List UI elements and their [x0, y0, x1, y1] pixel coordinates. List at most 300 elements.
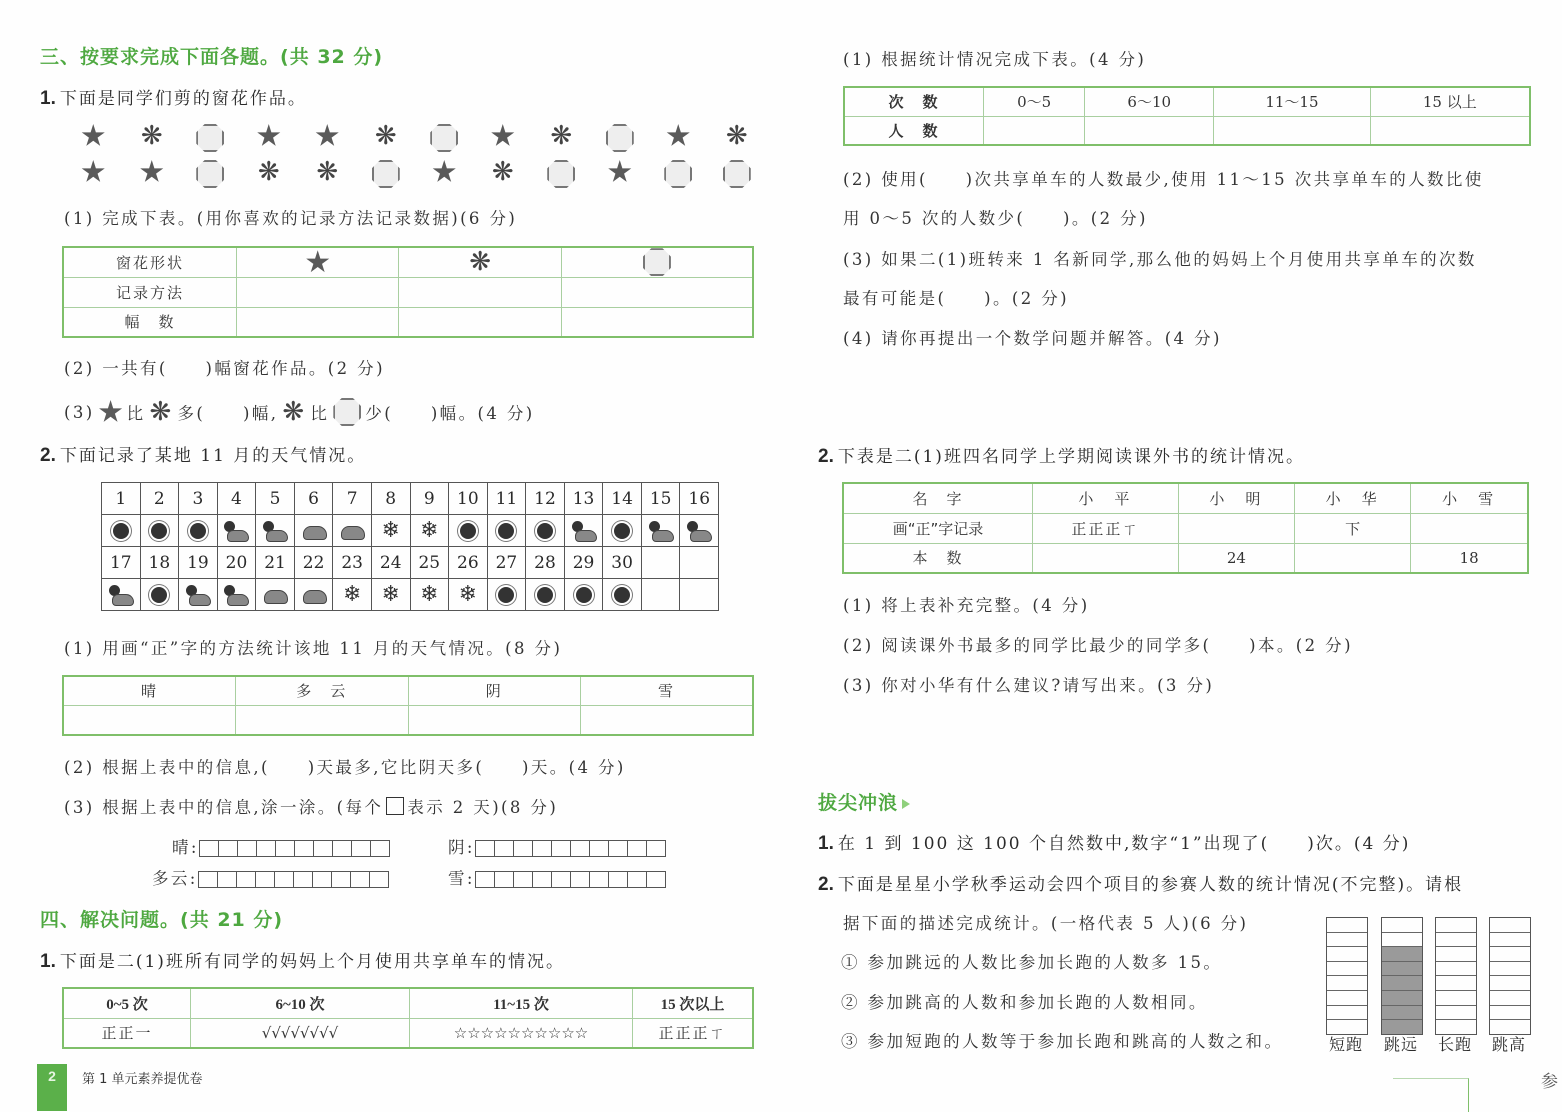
- sun-icon: [185, 520, 211, 542]
- paper-cut-row-1: [64, 121, 766, 152]
- shaded-cell[interactable]: [1382, 947, 1422, 962]
- decorative-frame: [1393, 1078, 1469, 1112]
- text-part: 少( )幅。(4 分): [365, 404, 535, 423]
- tally-xiaohua: 下: [1294, 513, 1410, 543]
- bar-column[interactable]: [1489, 917, 1531, 1035]
- empty-cell[interactable]: [1327, 991, 1367, 1006]
- grid-label: 阴:: [448, 838, 475, 857]
- sun-icon: [146, 520, 172, 542]
- partly-cloudy-icon: [108, 584, 134, 606]
- weather-cell: [680, 515, 719, 547]
- color-grid[interactable]: [475, 871, 666, 888]
- color-grid[interactable]: [199, 840, 390, 857]
- student-xiaoxue: 小 雪: [1411, 483, 1528, 513]
- octagon-paper-cut-icon: [430, 124, 458, 152]
- weather-cell: [449, 515, 488, 547]
- text-part: 表示 2 天)(8 分): [407, 798, 559, 817]
- answer-cell[interactable]: [1411, 513, 1528, 543]
- octagon-paper-cut-icon: [196, 124, 224, 152]
- section-title: 拔尖冲浪: [818, 792, 899, 814]
- q1-sub-3: [64, 398, 535, 426]
- weather-cell: [603, 579, 642, 611]
- snowflake-icon: ❄: [381, 581, 400, 607]
- weather-cell: [487, 515, 526, 547]
- day-number: 12: [526, 483, 565, 515]
- q4-2-sub-2: (2) 阅读课外书最多的同学比最少的同学多( )本。(2 分): [843, 636, 1353, 655]
- weather-calendar: [101, 482, 719, 611]
- sun-icon: [493, 584, 519, 606]
- section-points: (共 32 分): [280, 46, 384, 68]
- answer-cell[interactable]: [1294, 543, 1410, 573]
- question-number: 2.: [818, 874, 834, 895]
- day-number-row: [102, 547, 719, 579]
- answer-cell[interactable]: [237, 277, 399, 307]
- paper-cut-item: [649, 124, 708, 152]
- empty-cell[interactable]: [1436, 1006, 1476, 1021]
- text-part: 比: [310, 404, 330, 423]
- empty-cell[interactable]: [1436, 933, 1476, 948]
- paper-cut-item: [181, 160, 240, 188]
- weather-cell: [526, 515, 565, 547]
- q4-1-sub-4: (4) 请你再提出一个数学问题并解答。(4 分): [843, 329, 1222, 348]
- q4-1-sub-3-line-2: 最有可能是( )。(2 分): [843, 289, 1069, 308]
- flower-paper-cut-icon: ❋: [257, 157, 280, 187]
- answer-cell[interactable]: [399, 307, 561, 337]
- paper-cut-item: [123, 160, 182, 188]
- day-number: 22: [294, 547, 333, 579]
- snowflake-icon: ❄: [458, 581, 478, 607]
- day-number-row: [102, 483, 719, 515]
- day-number: 18: [140, 547, 179, 579]
- star-paper-cut-icon: [666, 124, 690, 148]
- row-header-count: 幅 数: [63, 307, 237, 337]
- weather-cell: [371, 579, 410, 611]
- paper-cut-item: [64, 160, 123, 188]
- section-points: (共 21 分): [180, 909, 284, 931]
- weather-cell: [102, 515, 141, 547]
- octagon-paper-cut-icon: [664, 160, 692, 188]
- day-number: 19: [179, 547, 218, 579]
- bonus-q2-line-2: 据下面的描述完成统计。(一格代表 5 人)(6 分): [843, 914, 1249, 933]
- tally-15-plus: 正正正ㄒ: [633, 1018, 754, 1048]
- bonus-question-1: [818, 829, 1410, 855]
- header-name: 名 字: [843, 483, 1033, 513]
- q4-1-sub-2-line-1: (2) 使用( )次共享单车的人数最少,使用 11～15 次共享单车的人数比使: [843, 170, 1484, 189]
- empty-cell[interactable]: [1436, 947, 1476, 962]
- cloud-icon: [262, 584, 288, 606]
- cell-flake: [399, 247, 561, 277]
- cell-star: [237, 247, 399, 277]
- day-number: 10: [449, 483, 488, 515]
- weather-cell: [333, 515, 372, 547]
- shaded-cell[interactable]: [1382, 962, 1422, 977]
- day-number: 11: [487, 483, 526, 515]
- empty-cell[interactable]: [1490, 991, 1530, 1006]
- footer-title: 第 1 单元素养提优卷: [82, 1072, 203, 1087]
- header-11-15: 11~15 次: [410, 988, 633, 1018]
- paper-cut-row-2: [64, 157, 766, 188]
- day-number: 27: [487, 547, 526, 579]
- cell-octagon: [561, 247, 753, 277]
- question-text: 下面是星星小学秋季运动会四个项目的参赛人数的统计情况(不完整)。请根: [837, 875, 1464, 895]
- student-xiaohua: 小 华: [1294, 483, 1410, 513]
- star-paper-cut-icon: [140, 160, 164, 184]
- weather-cell: [526, 579, 565, 611]
- star-paper-cut-icon: [608, 160, 632, 184]
- paper-cut-item: [357, 121, 416, 152]
- question-2: [40, 441, 366, 467]
- paper-cut-item: [649, 160, 708, 188]
- weather-cell: [256, 515, 295, 547]
- sun-icon: [455, 520, 481, 542]
- grid-label: 晴:: [172, 838, 199, 857]
- weather-cell: [371, 515, 410, 547]
- count-xiaoming: 24: [1178, 543, 1294, 573]
- day-number: 25: [410, 547, 449, 579]
- day-number: 5: [256, 483, 295, 515]
- weather-cell: [140, 515, 179, 547]
- stars-11-15: ☆☆☆☆☆☆☆☆☆☆: [410, 1018, 633, 1048]
- paper-cut-item: [415, 124, 474, 152]
- weather-cell: [641, 515, 680, 547]
- checks-6-10: √√√√√√√√: [191, 1018, 410, 1048]
- header-0-5: 0~5 次: [63, 988, 191, 1018]
- shaded-cell[interactable]: [1382, 1006, 1422, 1021]
- paper-cut-item: [532, 121, 591, 152]
- weather-cell: [449, 579, 488, 611]
- answer-cell[interactable]: [561, 277, 753, 307]
- day-number: 7: [333, 483, 372, 515]
- flower-paper-cut-icon: ❋: [282, 397, 307, 427]
- page-number-tab: 2: [37, 1064, 67, 1111]
- weather-cell: [410, 515, 449, 547]
- partly-cloudy-icon: [185, 584, 211, 606]
- sun-icon: [532, 520, 558, 542]
- row-header-method: 记录方法: [63, 277, 237, 307]
- octagon-paper-cut-icon: [196, 160, 224, 188]
- header-15-plus: 15 次以上: [633, 988, 754, 1018]
- answer-cell[interactable]: [984, 116, 1085, 145]
- sun-icon: [609, 584, 635, 606]
- color-grid[interactable]: [198, 871, 389, 888]
- q2-sub-2: (2) 根据上表中的信息,( )天最多,它比阴天多( )天。(4 分): [64, 758, 626, 777]
- day-number: 2: [140, 483, 179, 515]
- header-6-10: 6~10 次: [191, 988, 410, 1018]
- header-0-5: 0～5: [984, 87, 1085, 116]
- grid-partly-cloudy: [152, 865, 389, 889]
- text-part: (3) 根据上表中的信息,涂一涂。(每个: [64, 798, 384, 817]
- condition-2: ② 参加跳高的人数和参加长跑的人数相同。: [841, 993, 1208, 1012]
- question-1: [40, 84, 307, 110]
- header-11-15: 11～15: [1214, 87, 1370, 116]
- paper-cut-item: [591, 160, 650, 188]
- section-title: 三、按要求完成下面各题。: [40, 46, 281, 68]
- q4-1-sub-3-line-1: (3) 如果二(1)班转来 1 名新同学,那么他的妈妈上个月使用共享单车的次数: [843, 250, 1477, 269]
- flower-paper-cut-icon: ❋: [725, 121, 748, 151]
- empty-cell[interactable]: [1490, 947, 1530, 962]
- paper-cut-item: [298, 124, 357, 152]
- header-overcast: 阴: [408, 676, 581, 705]
- bar-column[interactable]: [1326, 917, 1368, 1035]
- shaded-cell[interactable]: [1382, 976, 1422, 991]
- header-6-10: 6～10: [1085, 87, 1214, 116]
- question-text: 在 1 到 100 这 100 个自然数中,数字“1”出现了( )次。(4 分): [837, 834, 1411, 854]
- day-number: 29: [564, 547, 603, 579]
- weather-cell: [410, 579, 449, 611]
- header-sunny: 晴: [63, 676, 236, 705]
- octagon-paper-cut-icon: [606, 124, 634, 152]
- day-number: 13: [564, 483, 603, 515]
- flower-paper-cut-icon: ❋: [140, 121, 163, 151]
- paper-cut-item: [181, 124, 240, 152]
- question-4-1: [40, 947, 565, 973]
- answer-cell[interactable]: [63, 705, 236, 735]
- weather-cell: [256, 579, 295, 611]
- bonus-question-2: [818, 870, 1463, 896]
- q1-sub-2: (2) 一共有( )幅窗花作品。(2 分): [64, 359, 385, 378]
- flower-paper-cut-icon: ❋: [491, 157, 514, 187]
- day-number: 20: [217, 547, 256, 579]
- day-number: 17: [102, 547, 141, 579]
- empty-cell[interactable]: [1436, 991, 1476, 1006]
- empty-cell[interactable]: [1490, 962, 1530, 977]
- text-part: 多( )幅,: [177, 404, 279, 423]
- star-paper-cut-icon: [257, 124, 281, 148]
- weather-cell: [333, 579, 372, 611]
- day-number: 8: [371, 483, 410, 515]
- bar-label: 短跑: [1328, 1035, 1363, 1054]
- octagon-paper-cut-icon: [723, 160, 751, 188]
- weather-cell: [140, 579, 179, 611]
- day-number: 15: [641, 483, 680, 515]
- day-number: 9: [410, 483, 449, 515]
- paper-cut-item: [708, 121, 767, 152]
- partly-cloudy-icon: [223, 584, 249, 606]
- partly-cloudy-icon: [223, 520, 249, 542]
- snowflake-icon: ❄: [342, 581, 362, 607]
- header-partly-cloudy: 多 云: [236, 676, 409, 705]
- q4-1-sub-1: (1) 根据统计情况完成下表。(4 分): [843, 50, 1147, 69]
- day-number: 16: [680, 483, 719, 515]
- answer-cell[interactable]: [408, 705, 581, 735]
- text-part: 比: [126, 404, 146, 423]
- octagon-paper-cut-icon: [643, 248, 671, 276]
- grid-label: 多云:: [152, 869, 198, 888]
- paper-cut-item: [298, 157, 357, 188]
- section-4-heading: [40, 905, 283, 932]
- answer-cell[interactable]: [236, 705, 409, 735]
- question-number: 1.: [40, 88, 56, 109]
- weather-cell: [680, 579, 719, 611]
- answer-cell[interactable]: [581, 705, 754, 735]
- day-number: 23: [333, 547, 372, 579]
- empty-cell[interactable]: [1436, 962, 1476, 977]
- header-snow: 雪: [581, 676, 754, 705]
- header-people: 人 数: [844, 116, 984, 145]
- bar-label: 长跑: [1437, 1035, 1472, 1054]
- bar-label: 跳远: [1383, 1035, 1418, 1054]
- day-number: 4: [217, 483, 256, 515]
- square-icon: [386, 797, 404, 815]
- star-paper-cut-icon: [306, 250, 330, 274]
- answer-cell[interactable]: [1033, 543, 1179, 573]
- star-paper-cut-icon: [491, 124, 515, 148]
- sun-icon: [146, 584, 172, 606]
- partly-cloudy-icon: [648, 520, 674, 542]
- day-number: 21: [256, 547, 295, 579]
- empty-cell[interactable]: [1490, 1006, 1530, 1021]
- answer-cell[interactable]: [1214, 116, 1370, 145]
- question-4-2: [818, 442, 1305, 468]
- empty-cell[interactable]: [1327, 1006, 1367, 1021]
- q4-1-sub-2-line-2: 用 0～5 次的人数少( )。(2 分): [843, 209, 1148, 228]
- question-text: 下面是二(1)班所有同学的妈妈上个月使用共享单车的情况。: [59, 952, 565, 972]
- bike-usage-record-table: [62, 987, 754, 1049]
- star-paper-cut-icon: [432, 160, 456, 184]
- paper-cut-item: [415, 160, 474, 188]
- empty-cell[interactable]: [1490, 933, 1530, 948]
- weather-cell: [564, 515, 603, 547]
- question-text: 下面记录了某地 11 月的天气情况。: [59, 446, 367, 466]
- answer-cell[interactable]: [561, 307, 753, 337]
- empty-cell[interactable]: [1436, 976, 1476, 991]
- question-number: 2.: [818, 446, 834, 467]
- day-number: 26: [449, 547, 488, 579]
- question-number: 1.: [40, 951, 56, 972]
- bar-column[interactable]: [1435, 917, 1477, 1035]
- flower-paper-cut-icon: ❋: [469, 247, 491, 278]
- empty-cell[interactable]: [1382, 918, 1422, 933]
- corner-text: 参: [1541, 1072, 1558, 1092]
- sun-icon: [532, 584, 558, 606]
- weather-cell: [179, 579, 218, 611]
- partly-cloudy-icon: [571, 520, 597, 542]
- empty-cell[interactable]: [1327, 962, 1367, 977]
- answer-cell[interactable]: [1370, 116, 1530, 145]
- day-number: [680, 547, 719, 579]
- empty-cell[interactable]: [1327, 933, 1367, 948]
- day-number: [641, 547, 680, 579]
- weather-cell: [102, 579, 141, 611]
- paper-cut-item: [708, 160, 767, 188]
- student-xiaoping: 小 平: [1033, 483, 1179, 513]
- sun-icon: [609, 520, 635, 542]
- header-15-plus: 15 以上: [1370, 87, 1530, 116]
- day-number: 3: [179, 483, 218, 515]
- q4-2-sub-1: (1) 将上表补充完整。(4 分): [843, 596, 1090, 615]
- weather-cell: [641, 579, 680, 611]
- snowflake-icon: ❄: [420, 517, 439, 543]
- header-book-count: 本 数: [843, 543, 1033, 573]
- tally-xiaoping: 正正正ㄒ: [1033, 513, 1179, 543]
- empty-cell[interactable]: [1327, 976, 1367, 991]
- partly-cloudy-icon: [686, 520, 712, 542]
- weather-cell: [294, 515, 333, 547]
- section-3-heading: [40, 42, 383, 69]
- condition-3: ③ 参加短跑的人数等于参加长跑和跳高的人数之和。: [841, 1032, 1284, 1051]
- answer-cell[interactable]: [399, 277, 561, 307]
- sun-icon: [108, 520, 134, 542]
- paper-cut-item: [591, 124, 650, 152]
- flower-paper-cut-icon: ❋: [550, 121, 573, 151]
- bar-column[interactable]: [1381, 917, 1423, 1035]
- star-paper-cut-icon: [81, 160, 105, 184]
- paper-cut-item: [532, 160, 591, 188]
- row-header-shape: 窗花形状: [63, 247, 237, 277]
- day-number: 28: [526, 547, 565, 579]
- weather-cell: [487, 579, 526, 611]
- weather-cell: [294, 579, 333, 611]
- cloud-icon: [301, 584, 327, 606]
- day-number: 30: [603, 547, 642, 579]
- paper-cut-item: [64, 124, 123, 152]
- empty-cell[interactable]: [1490, 918, 1530, 933]
- grid-overcast: [448, 834, 666, 858]
- empty-cell[interactable]: [1490, 976, 1530, 991]
- count-xiaoxue: 18: [1411, 543, 1528, 573]
- question-number: 2.: [40, 445, 56, 466]
- cloud-icon: [339, 520, 365, 542]
- tally-0-5: 正正一: [63, 1018, 191, 1048]
- weather-row: [102, 579, 719, 611]
- arrow-icon: [902, 799, 910, 809]
- weather-cell: [217, 579, 256, 611]
- grid-sunny: [172, 834, 390, 858]
- q2-sub-3: [64, 794, 558, 818]
- weather-cell: [603, 515, 642, 547]
- question-number: 1.: [818, 833, 834, 854]
- shaded-cell[interactable]: [1382, 991, 1422, 1006]
- bonus-heading: [818, 788, 910, 815]
- flower-paper-cut-icon: ❋: [316, 157, 339, 187]
- paper-cut-item: [357, 160, 416, 188]
- header-tally-record: 画“正”字记录: [843, 513, 1033, 543]
- answer-cell[interactable]: [237, 307, 399, 337]
- snowflake-icon: ❄: [381, 517, 400, 543]
- flower-paper-cut-icon: ❋: [374, 121, 397, 151]
- octagon-paper-cut-icon: [372, 160, 400, 188]
- snowflake-icon: ❄: [420, 581, 439, 607]
- empty-cell[interactable]: [1382, 933, 1422, 948]
- answer-cell[interactable]: [1178, 513, 1294, 543]
- day-number: 24: [371, 547, 410, 579]
- section-title: 四、解决问题。: [40, 909, 181, 931]
- empty-cell[interactable]: [1327, 947, 1367, 962]
- question-text: 下表是二(1)班四名同学上学期阅读课外书的统计情况。: [837, 447, 1305, 467]
- paper-cut-item: [474, 124, 533, 152]
- day-number: 14: [603, 483, 642, 515]
- partly-cloudy-icon: [262, 520, 288, 542]
- star-paper-cut-icon: [81, 124, 105, 148]
- condition-1: ① 参加跳远的人数比参加长跑的人数多 15。: [841, 953, 1223, 972]
- weather-cell: [217, 515, 256, 547]
- question-text: 下面是同学们剪的窗花作品。: [59, 89, 307, 109]
- sun-icon: [571, 584, 597, 606]
- empty-cell[interactable]: [1436, 918, 1476, 933]
- octagon-paper-cut-icon: [547, 160, 575, 188]
- answer-cell[interactable]: [1085, 116, 1214, 145]
- empty-cell[interactable]: [1327, 918, 1367, 933]
- q1-sub-1: (1) 完成下表。(用你喜欢的记录方法记录数据)(6 分): [64, 209, 518, 228]
- color-grid[interactable]: [475, 840, 666, 857]
- paper-cut-table: [62, 246, 754, 338]
- sub-label: (3): [64, 402, 95, 422]
- paper-cut-item: [474, 157, 533, 188]
- sun-icon: [493, 520, 519, 542]
- octagon-paper-cut-icon: [333, 398, 361, 426]
- weather-tally-table: [62, 675, 754, 736]
- header-times: 次 数: [844, 87, 984, 116]
